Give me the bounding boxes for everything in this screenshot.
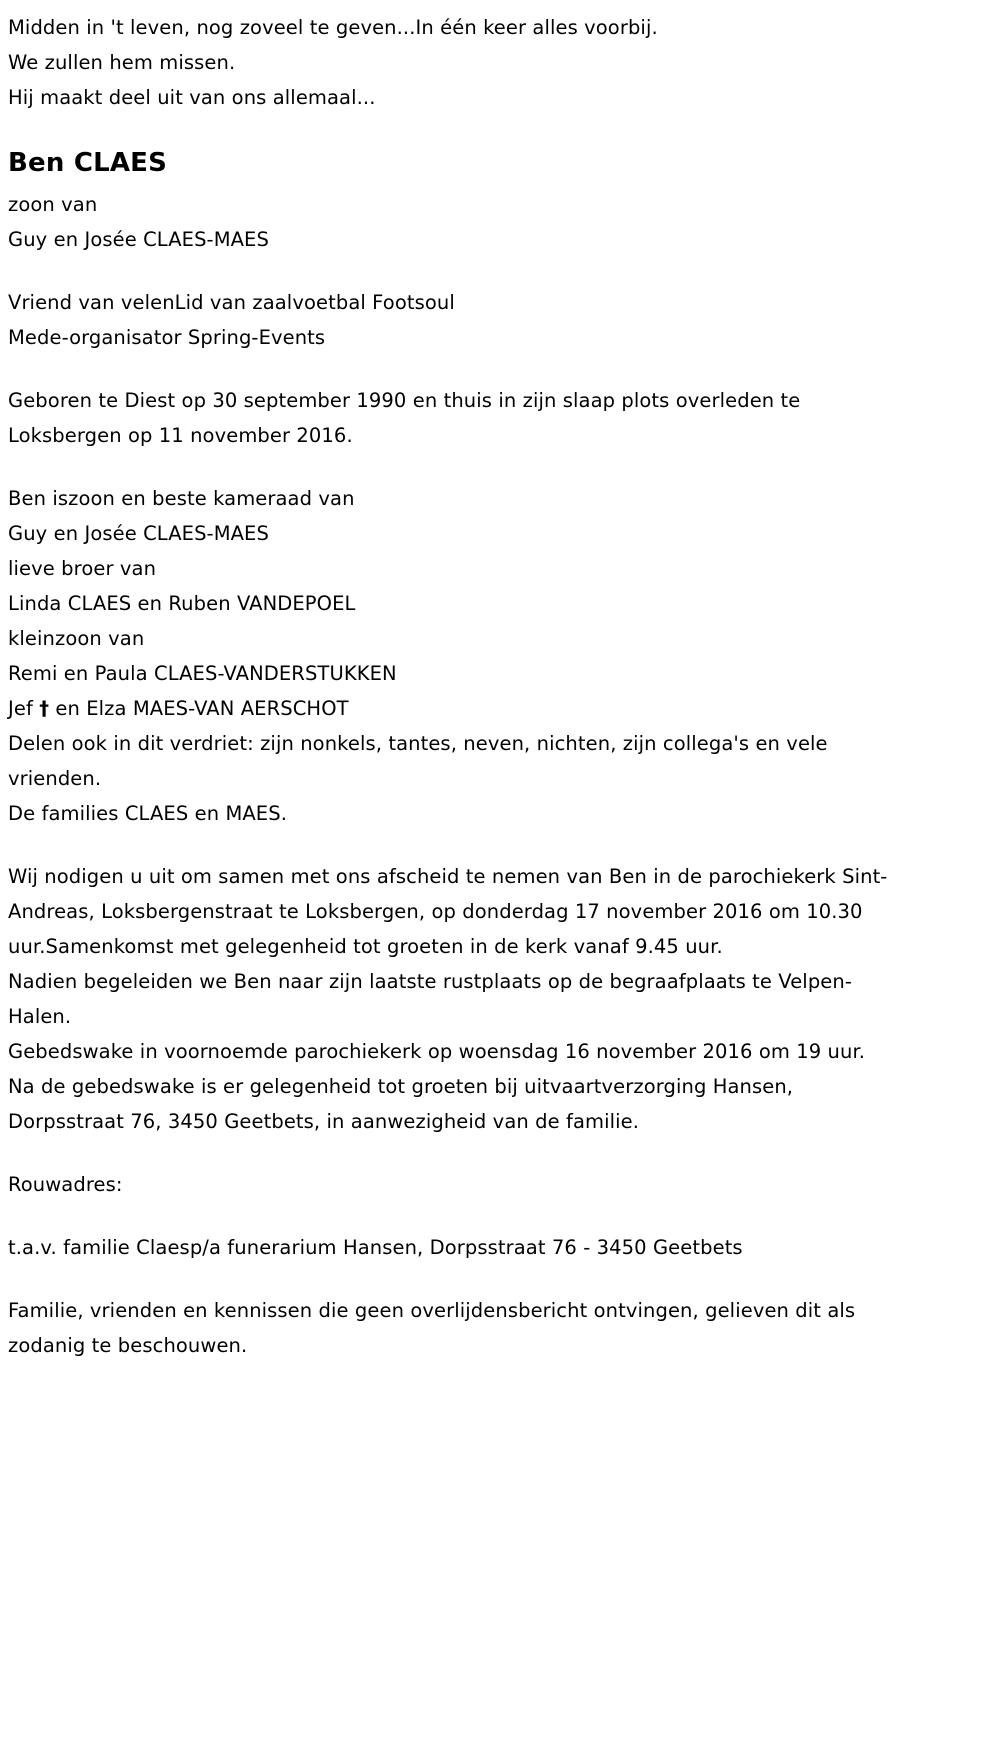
prayer-vigil-info: Gebedswake in voornoemde parochiekerk op woensdag 16 november 2016 om 19 uur.: [8, 1040, 866, 1063]
opening-verse-block: [8, 10, 896, 115]
burial-info: Nadien begeleiden we Ben naar zijn laatste rustplaats op de begraafplaats te Velpen-Halen.: [8, 970, 852, 1028]
verse-line: Midden in 't leven, nog zoveel te geven...In één keer alles voorbij.: [8, 16, 658, 39]
ceremony-invitation: Wij nodigen u uit om samen met ons afscheid te nemen van Ben in de parochiekerk Sint-Andreas, Loksbergenstraat te Loksbergen, op donderdag 17 november 2016 om 10.30 uur.Samenkomst met gelegenheid tot groeten in de kerk vanaf 9.45 uur.: [8, 865, 888, 958]
grandparent-name-before: Jef: [8, 697, 40, 720]
verse-line: Hij maakt deel uit van ons allemaal...: [8, 86, 376, 109]
family-line: lieve broer van: [8, 557, 157, 580]
mourning-address-label: Rouwadres:: [8, 1173, 123, 1196]
closing-note-block: [8, 1293, 896, 1363]
family-line: Ben iszoon en beste kameraad van: [8, 487, 355, 510]
verse-line: We zullen hem missen.: [8, 51, 236, 74]
name-and-parents-block: [8, 143, 896, 257]
mourning-address-block: [8, 1230, 896, 1265]
page-title: Ben CLAES: [8, 148, 168, 178]
birth-and-death-block: [8, 383, 896, 453]
closing-note-text: Familie, vrienden en kennissen die geen overlijdensbericht ontvingen, gelieven dit als zodanig te beschouwen.: [8, 1299, 862, 1357]
family-line: Linda CLAES en Ruben VANDEPOEL: [8, 592, 356, 615]
family-line: Remi en Paula CLAES-VANDERSTUKKEN: [8, 662, 397, 685]
mourning-address-text: t.a.v. familie Claesp/a funerarium Hansen, Dorpsstraat 76 - 3450 Geetbets: [8, 1236, 743, 1259]
mourning-address-label-block: [8, 1167, 896, 1202]
family-line-deceased-grandparent: [8, 691, 896, 726]
grandparent-name-after: en Elza MAES-VAN AERSCHOT: [49, 697, 349, 720]
ceremony-block: [8, 859, 896, 1139]
visitation-info: Na de gebedswake is er gelegenheid tot groeten bij uitvaartverzorging Hansen, Dorpsstraat 76, 3450 Geetbets, in aanwezigheid van de familie.: [8, 1075, 800, 1133]
dagger-icon: †: [39, 697, 50, 720]
birth-death-text: Geboren te Diest op 30 september 1990 en thuis in zijn slaap plots overleden te Loksbergen op 11 november 2016.: [8, 389, 807, 447]
family-line: kleinzoon van: [8, 627, 145, 650]
extended-family-line: Delen ook in dit verdriet: zijn nonkels, tantes, neven, nichten, zijn collega's en vele vrienden.: [8, 732, 834, 790]
family-block: [8, 481, 896, 831]
affiliation-line: Mede-organisator Spring-Events: [8, 326, 326, 349]
relation-label: zoon van: [8, 193, 98, 216]
parents-name: Guy en Josée CLAES-MAES: [8, 228, 269, 251]
families-line: De families CLAES en MAES.: [8, 802, 288, 825]
affiliations-block: [8, 285, 896, 355]
family-line: Guy en Josée CLAES-MAES: [8, 522, 269, 545]
affiliation-line: Vriend van velenLid van zaalvoetbal Footsoul: [8, 291, 455, 314]
